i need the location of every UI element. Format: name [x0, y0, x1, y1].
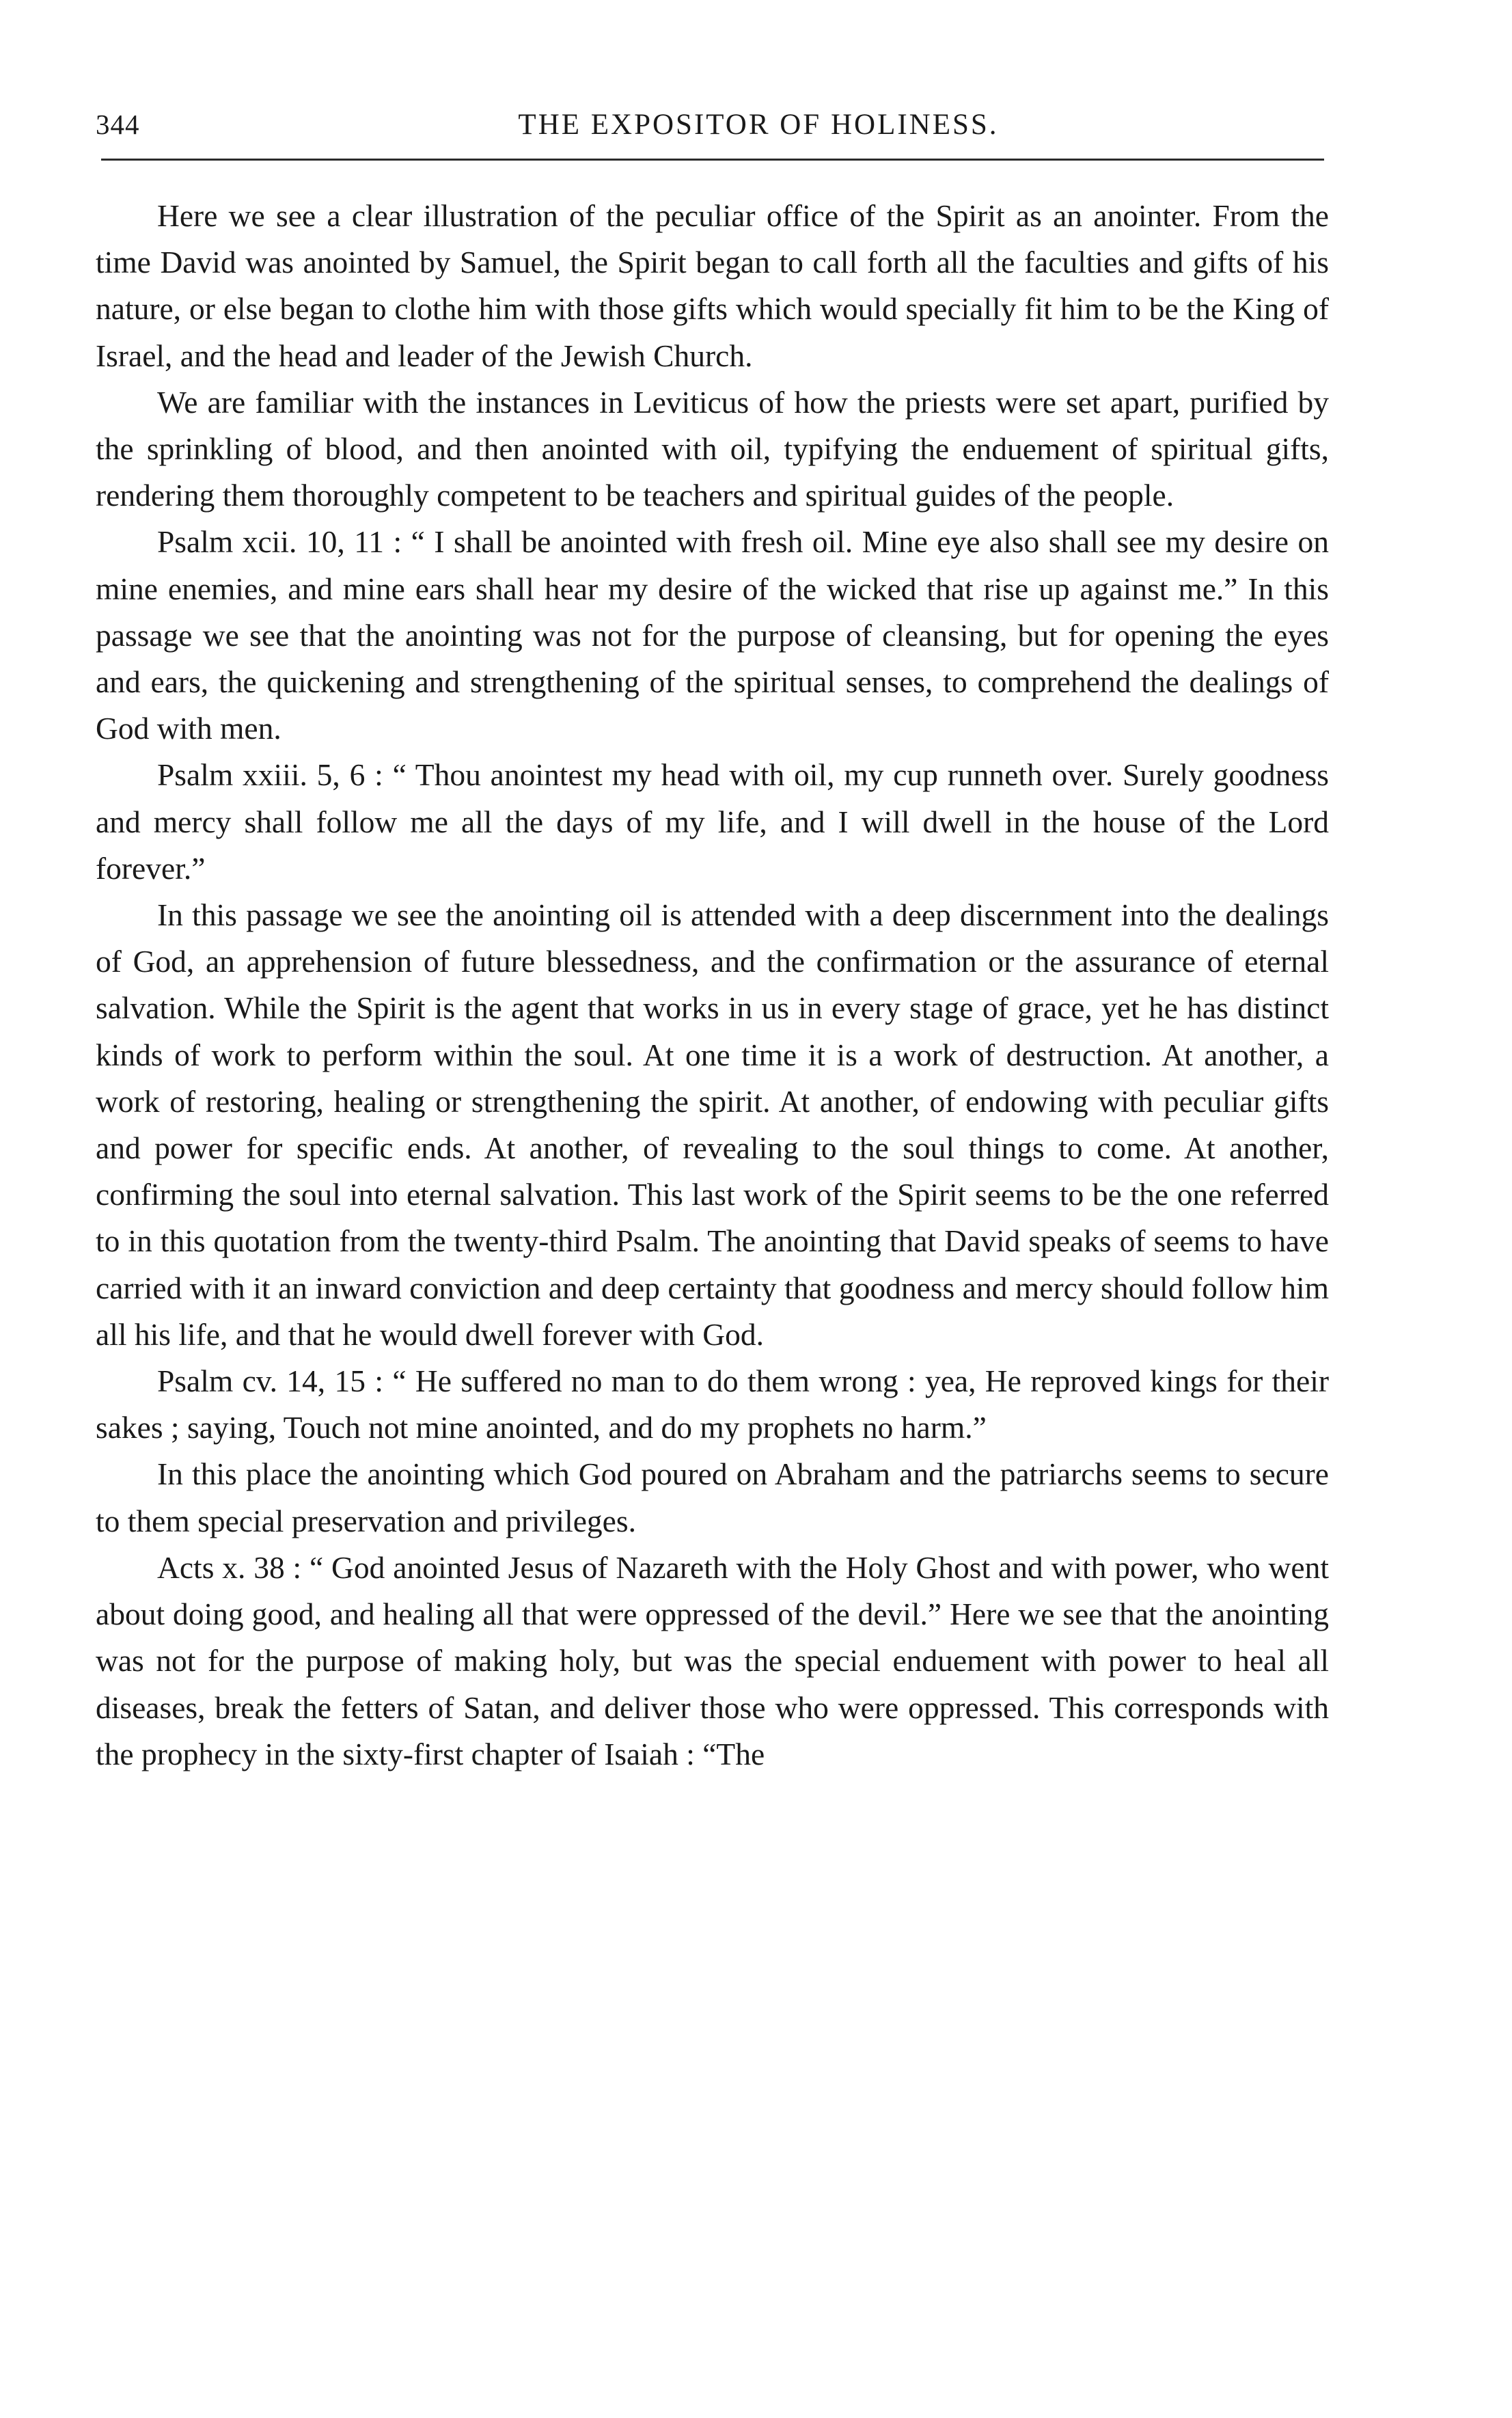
paragraph: Here we see a clear illustration of the peculiar office of the Spirit as an anointer. From the time David was anointed by Samuel, the Spirit began to call forth all the faculties and gifts of his nature, or else began to clothe him with those gifts which would specially fit him to be the King of Israel, and the head and leader of the Jewish Church.: [96, 198, 1329, 373]
paragraph: In this place the anointing which God poured on Abraham and the patriarchs seems to secure to them special preservation and privileges.: [96, 1456, 1329, 1538]
paragraph: Psalm xcii. 10, 11 : “ I shall be anointed with fresh oil. Mine eye also shall see my desire on mine enemies, and mine ears shall hear my desire of the wicked that rise up against me.” In this passage we see that the anointing was not for the purpose of cleansing, but for opening the eyes and ears, the quickening and strengthening of the spiritual senses, to comprehend the dealings of God with men.: [96, 524, 1329, 746]
running-title: THE EXPOSITOR OF HOLINESS.: [518, 109, 999, 141]
page-number: 344: [96, 109, 140, 140]
page-header: [96, 108, 1325, 156]
paragraph: Acts x. 38 : “ God anointed Jesus of Nazareth with the Holy Ghost and with power, who went about doing good, and healing all that were oppressed of the devil.” Here we see that the anointing was not for the purpose of making holy, but was the special enduement with power to heal all diseases, break the fetters of Satan, and deliver those who were oppressed. This corresponds with the prophecy in the sixty-first chapter of Isaiah : “The: [96, 1549, 1329, 1771]
paragraph: In this passage we see the anointing oil is attended with a deep discernment into the dealings of God, an apprehension of future blessedness, and the confirmation or the assurance of eternal salvation. While the Spirit is the agent that works in us in every stage of grace, yet he has distinct kinds of work to perform within the soul. At one time it is a work of destruction. At another, a work of restoring, healing or strengthening the spirit. At another, of endowing with peculiar gifts and power for specific ends. At another, of revealing to the soul things to come. At another, confirming the soul into eternal salvation. This last work of the Spirit seems to be the one referred to in this quotation from the twenty-third Psalm. The anointing that David speaks of seems to have carried with it an inward conviction and deep certainty that goodness and mercy should follow him all his life, and that he would dwell forever with God.: [96, 897, 1329, 1352]
paragraph: We are familiar with the instances in Leviticus of how the priests were set apart, purified by the sprinkling of blood, and then anointed with oil, typifying the enduement of spiritual gifts, rendering them thoroughly competent to be teachers and spiritual guides of the people.: [96, 384, 1329, 513]
body-text: [96, 193, 1329, 1778]
paragraph: Psalm xxiii. 5, 6 : “ Thou anointest my head with oil, my cup runneth over. Surely goodness and mercy shall follow me all the days of my life, and I will dwell in the house of the Lord forever.”: [96, 757, 1329, 886]
paragraph: Psalm cv. 14, 15 : “ He suffered no man to do them wrong : yea, He reproved kings for their sakes ; saying, Touch not mine anointed, and do my prophets no harm.”: [96, 1363, 1329, 1445]
header-rule: [101, 159, 1324, 161]
